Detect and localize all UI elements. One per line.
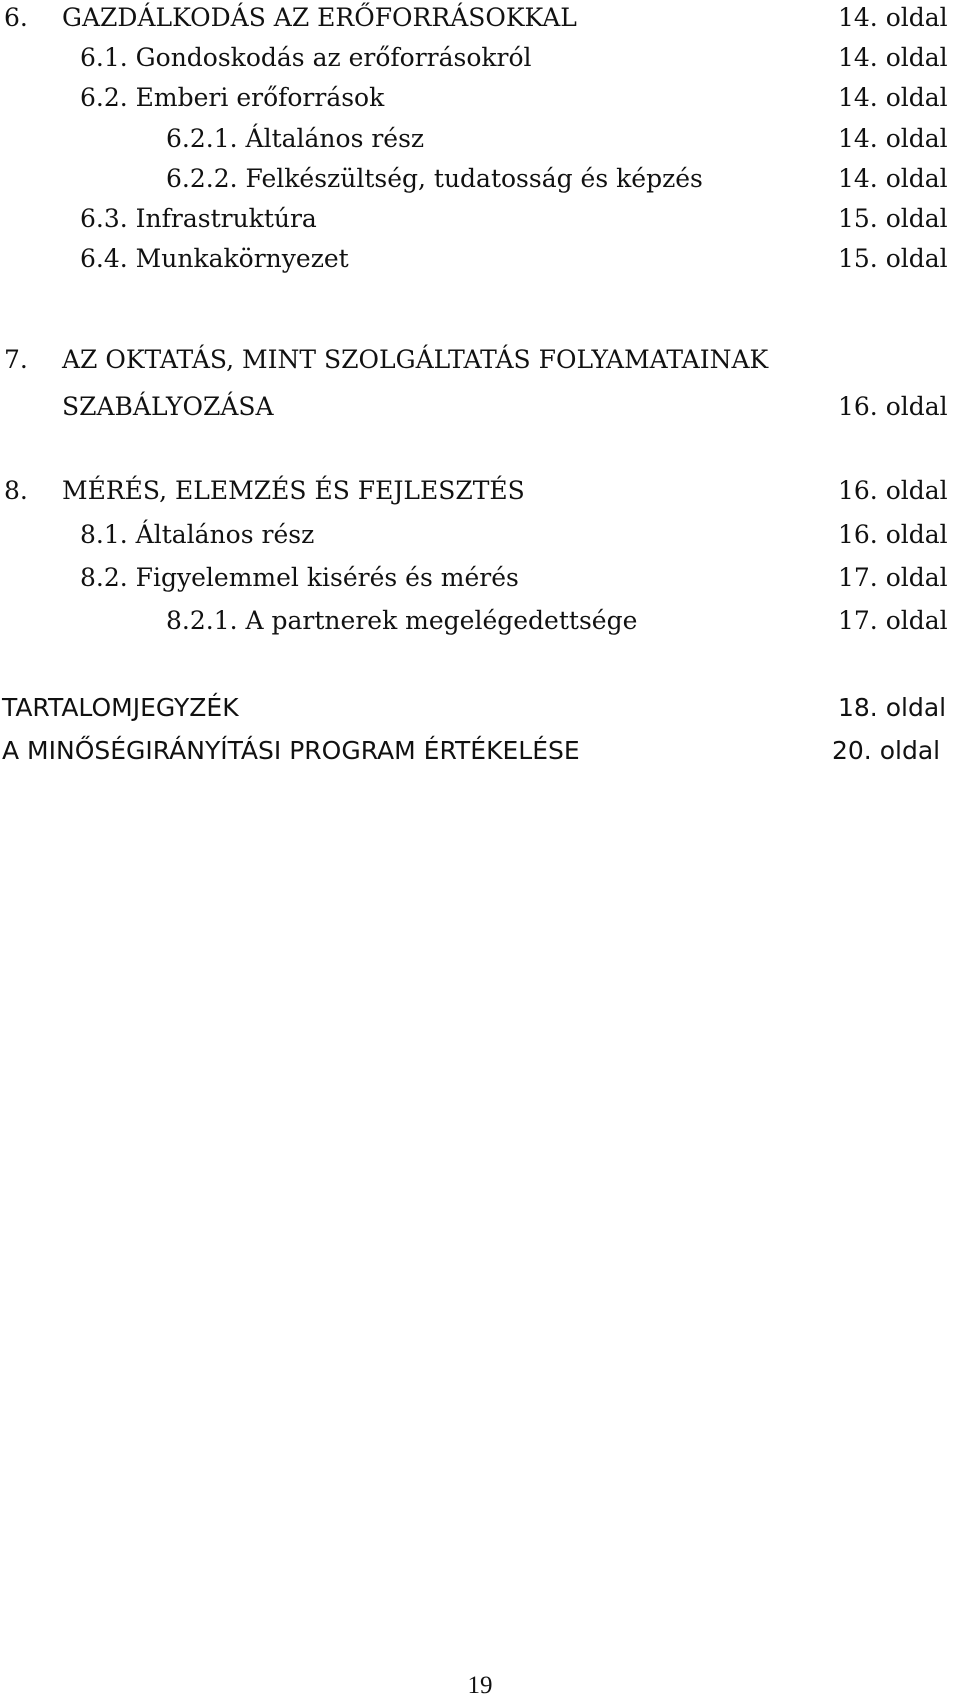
toc-entry-title	[80, 560, 519, 596]
toc-entry-page: 14. oldal	[838, 83, 948, 112]
toc-entry-text: Általános rész	[135, 520, 315, 549]
toc-entry-text: Munkakörnyezet	[135, 244, 349, 273]
toc-entry-page: 15. oldal	[838, 204, 948, 233]
toc-entry-title	[80, 517, 314, 553]
toc-entry-title	[80, 241, 349, 277]
toc-entry-6-2	[0, 80, 960, 120]
toc-entry-number: 6.2.1.	[166, 124, 238, 153]
toc-entry-number: 8.	[4, 476, 28, 505]
toc-entry-6-2-1	[0, 121, 960, 161]
toc-entry-page: 15. oldal	[838, 244, 948, 273]
toc-entry-title	[4, 473, 525, 509]
toc-entry-text: Gondoskodás az erőforrásokról	[135, 43, 532, 72]
toc-entry-page: 16. oldal	[838, 520, 948, 549]
toc-entry-text: Emberi erőforrások	[135, 83, 385, 112]
toc-entry-title	[4, 342, 768, 378]
toc-entry-number: 6.2.2.	[166, 164, 238, 193]
toc-entry-page: 16. oldal	[838, 476, 948, 505]
toc-entry-number: 6.4.	[80, 244, 128, 273]
toc-entry-title	[80, 80, 384, 116]
toc-entry-8-2	[0, 560, 960, 600]
toc-entry-title	[166, 161, 703, 197]
toc-entry-number: 8.1.	[80, 520, 128, 549]
toc-entry-number: 6.1.	[80, 43, 128, 72]
toc-entry-8	[0, 473, 960, 513]
toc-entry-number: 7.	[4, 345, 28, 374]
toc-entry-number: 6.2.	[80, 83, 128, 112]
toc-entry-7	[0, 342, 960, 382]
toc-entry-number: 6.	[4, 3, 28, 32]
toc-entry-title	[166, 603, 637, 639]
toc-entry-contents	[0, 690, 960, 730]
toc-entry-page: 14. oldal	[838, 164, 948, 193]
toc-entry-program-evaluation	[0, 733, 960, 773]
toc-entry-6-1	[0, 40, 960, 80]
toc-entry-page: 20. oldal	[832, 736, 941, 765]
toc-entry-number: 8.2.	[80, 563, 128, 592]
toc-entry-6-4	[0, 241, 960, 281]
toc-entry-text: A partnerek megelégedettsége	[245, 606, 638, 635]
toc-entry-text: Általános rész	[245, 124, 425, 153]
page-number: 19	[467, 1672, 493, 1699]
toc-entry-page: 17. oldal	[838, 606, 948, 635]
toc-entry-8-2-1	[0, 603, 960, 643]
toc-entry-text: Figyelemmel kisérés és mérés	[135, 563, 519, 592]
toc-entry-text: MÉRÉS, ELEMZÉS ÉS FEJLESZTÉS	[62, 476, 525, 505]
toc-entry-6-2-2	[0, 161, 960, 201]
toc-entry-title	[80, 201, 317, 237]
toc-entry-text: Felkészültség, tudatosság és képzés	[245, 164, 703, 193]
toc-entry-page: 16. oldal	[838, 392, 948, 421]
toc-entry-page: 17. oldal	[838, 563, 948, 592]
toc-entry-8-1	[0, 517, 960, 557]
toc-entry-6	[0, 0, 960, 40]
toc-entry-page: 14. oldal	[838, 124, 948, 153]
toc-entry-text: AZ OKTATÁS, MINT SZOLGÁLTATÁS FOLYAMATAINAK	[62, 345, 769, 374]
toc-entry-page: 14. oldal	[838, 3, 948, 32]
toc-entry-text-continued: SZABÁLYOZÁSA	[62, 392, 274, 421]
toc-entry-number: 6.3.	[80, 204, 128, 233]
toc-entry-title	[4, 0, 577, 36]
toc-entry-number: 8.2.1.	[166, 606, 238, 635]
toc-entry-text: TARTALOMJEGYZÉK	[2, 693, 239, 722]
toc-entry-title	[80, 40, 532, 76]
toc-entry-7-line2	[0, 389, 960, 429]
toc-entry-page: 18. oldal	[838, 693, 947, 722]
toc-entry-text: Infrastruktúra	[135, 204, 317, 233]
toc-entry-page: 14. oldal	[838, 43, 948, 72]
toc-entry-text: A MINŐSÉGIRÁNYÍTÁSI PROGRAM ÉRTÉKELÉSE	[2, 736, 580, 765]
toc-entry-6-3	[0, 201, 960, 241]
toc-entry-title	[166, 121, 424, 157]
toc-entry-text: GAZDÁLKODÁS AZ ERŐFORRÁSOKKAL	[62, 3, 577, 32]
